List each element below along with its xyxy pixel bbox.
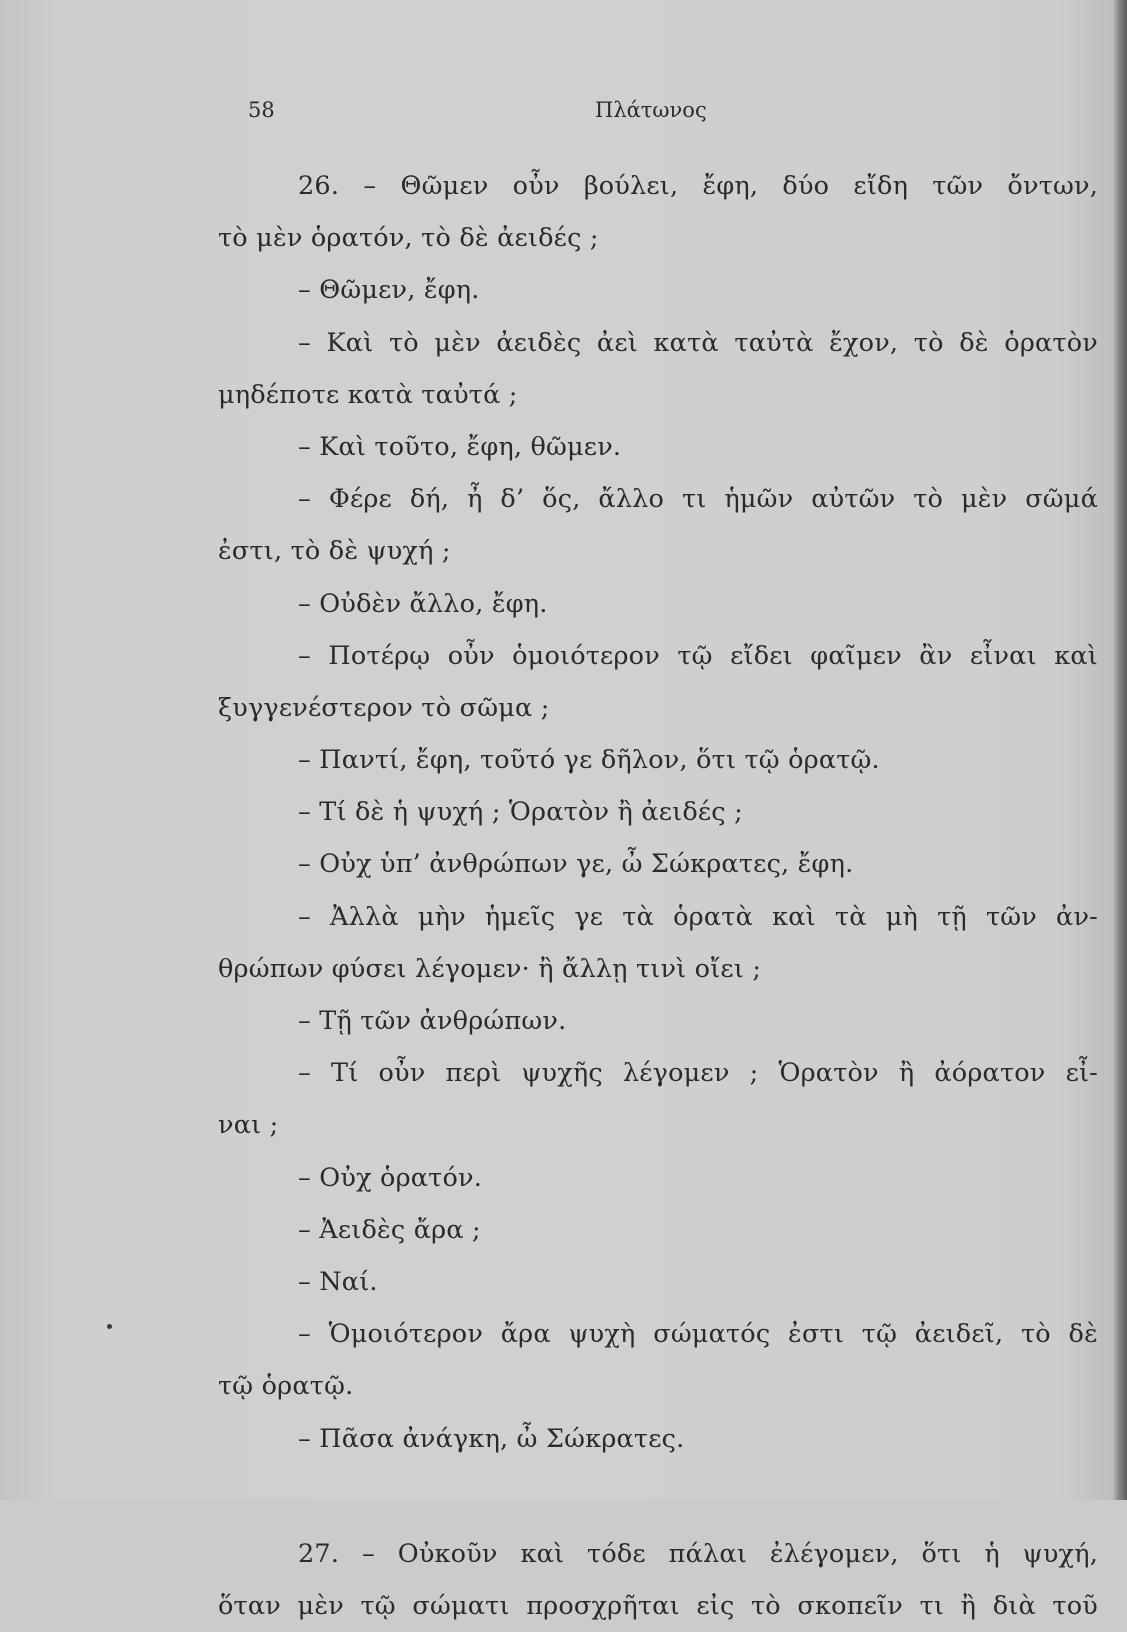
text-line: – Ἀλλὰ μὴν ἡμεῖς γε τὰ ὁρατὰ καὶ τὰ μὴ τῇ τῶν ἀν- — [298, 901, 1098, 932]
text-line: – Ποτέρῳ οὖν ὁμοιότερον τῷ εἴδει φαῖμεν ἂν εἶναι καὶ — [298, 640, 1098, 671]
text-line: τὸ μὲν ὁρατόν, τὸ δὲ ἀειδές ; — [218, 223, 599, 254]
section-gap — [218, 1465, 1098, 1528]
text-line: – Φέρε δή, ἦ δ’ ὅς, ἄλλο τι ἡμῶν αὐτῶν τὸ μὲν σῶμά — [298, 484, 1098, 515]
text-line: – Τῇ τῶν ἀνθρώπων. — [298, 1006, 567, 1036]
text-line: – Θῶμεν, ἔφη. — [298, 275, 480, 306]
text-line: – Ἀειδὲς ἄρα ; — [298, 1214, 481, 1245]
text-line: ὅταν μὲν τῷ σώματι προσχρῆται εἰς τὸ σκοπεῖν τι ἢ διὰ τοῦ — [218, 1590, 1098, 1621]
page-edge-shadow — [1113, 0, 1127, 1500]
text-line: – Ὁμοιότερον ἄρα ψυχὴ σώματός ἐστι τῷ ἀειδεῖ, τὸ δὲ — [298, 1319, 1098, 1350]
page-number: 58 — [248, 98, 275, 122]
text-line: – Πᾶσα ἀνάγκη, ὦ Σώκρατες. — [298, 1423, 685, 1454]
text-line: – Καὶ τὸ μὲν ἀειδὲς ἀεὶ κατὰ ταὐτὰ ἔχον, τὸ δὲ ὁρατὸν — [298, 327, 1098, 358]
text-line: τῷ ὁρατῷ. — [218, 1371, 354, 1402]
text-line: 27. – Οὐκοῦν καὶ τόδε πάλαι ἐλέγομεν, ὅτι ἡ ψυχή, — [298, 1538, 1098, 1569]
text-line: – Οὐδὲν ἄλλο, ἔφη. — [298, 588, 548, 619]
section-27 — [218, 1528, 1098, 1632]
text-line: – Παντί, ἔφη, τοῦτό γε δῆλον, ὅτι τῷ ὁρατῷ. — [298, 745, 880, 776]
text-line: – Ναί. — [298, 1266, 378, 1297]
text-line: θρώπων φύσει λέγομεν· ἢ ἄλλῃ τινὶ οἴει ; — [218, 953, 762, 984]
text-line: – Τί δὲ ἡ ψυχή ; Ὁρατὸν ἢ ἀειδές ; — [298, 797, 743, 828]
text-line: 26. – Θῶμεν οὖν βούλει, ἔφη, δύο εἴδη τῶν ὄντων, — [298, 171, 1098, 201]
running-head — [0, 98, 1127, 132]
text-line: ξυγγενέστερον τὸ σῶμα ; — [218, 692, 550, 723]
page-speck — [107, 1324, 112, 1329]
text-line: – Καὶ τοῦτο, ἔφη, θῶμεν. — [298, 431, 622, 462]
text-line: – Οὐχ ὁρατόν. — [298, 1162, 483, 1193]
text-line: ναι ; — [218, 1110, 279, 1141]
section-26 — [218, 160, 1098, 1465]
text-line: – Οὐχ ὑπ’ ἀνθρώπων γε, ὦ Σώκρατες, ἔφη. — [298, 849, 854, 880]
text-line: ἐστι, τὸ δὲ ψυχή ; — [218, 536, 451, 567]
text-block — [218, 160, 1098, 1632]
text-line: μηδέποτε κατὰ ταὐτά ; — [218, 379, 518, 410]
text-line: – Τί οὖν περὶ ψυχῆς λέγομεν ; Ὁρατὸν ἢ ἀόρατον εἶ- — [298, 1058, 1098, 1089]
running-title: Πλάτωνος — [595, 98, 707, 122]
